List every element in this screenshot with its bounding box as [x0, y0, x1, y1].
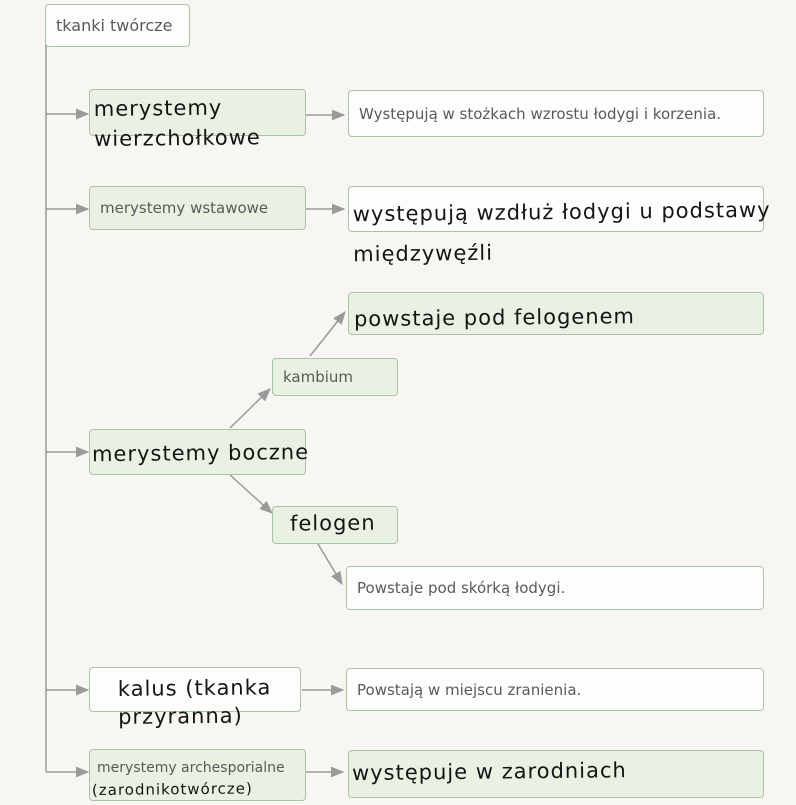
- arrow-kambium-to-desc: [310, 312, 345, 356]
- branch-desc-label-kambium: powstaje pod felogenem: [353, 304, 636, 332]
- arrow-to-kambium: [230, 389, 270, 428]
- branch-label-kambium: kambium: [283, 368, 354, 386]
- type-note-archesporialne: (zarodnikotwórcze): [91, 779, 253, 800]
- branch-desc-box-felogen: [346, 566, 764, 610]
- type-label-wstawowe: merystemy wstawowe: [100, 199, 269, 217]
- root-box: [45, 4, 190, 47]
- desc-label-wstawowe: występują wzdłuż łodygi u podstawy międzywęźli: [352, 197, 771, 267]
- type-label-wierzcholkowe: merystemy wierzchołkowe: [93, 95, 261, 151]
- branch-box-kambium: [272, 358, 398, 396]
- desc-label-wierzcholkowe: Występują w stożkach wzrostu łodygi i korzenia.: [359, 104, 722, 123]
- type-box-wstawowe: [89, 186, 306, 230]
- root-label: tkanki twórcze: [56, 16, 173, 35]
- arrow-to-felogen: [230, 475, 272, 513]
- desc-label-kalus: Powstają w miejscu zranienia.: [357, 680, 582, 699]
- desc-label-archesporialne: występuje w zarodniach: [351, 758, 627, 786]
- arrow-felogen-to-desc: [318, 544, 342, 584]
- desc-box-kalus: [346, 668, 764, 711]
- branch-desc-label-felogen: Powstaje pod skórką łodygi.: [357, 579, 566, 597]
- desc-box-wierzcholkowe: [348, 90, 764, 137]
- branch-label-felogen: felogen: [289, 510, 376, 536]
- type-label-archesporialne: merystemy archesporialne: [97, 760, 285, 776]
- type-label-boczne: merystemy boczne: [91, 439, 310, 467]
- type-label-kalus: kalus (tkanka przyranna): [117, 675, 272, 729]
